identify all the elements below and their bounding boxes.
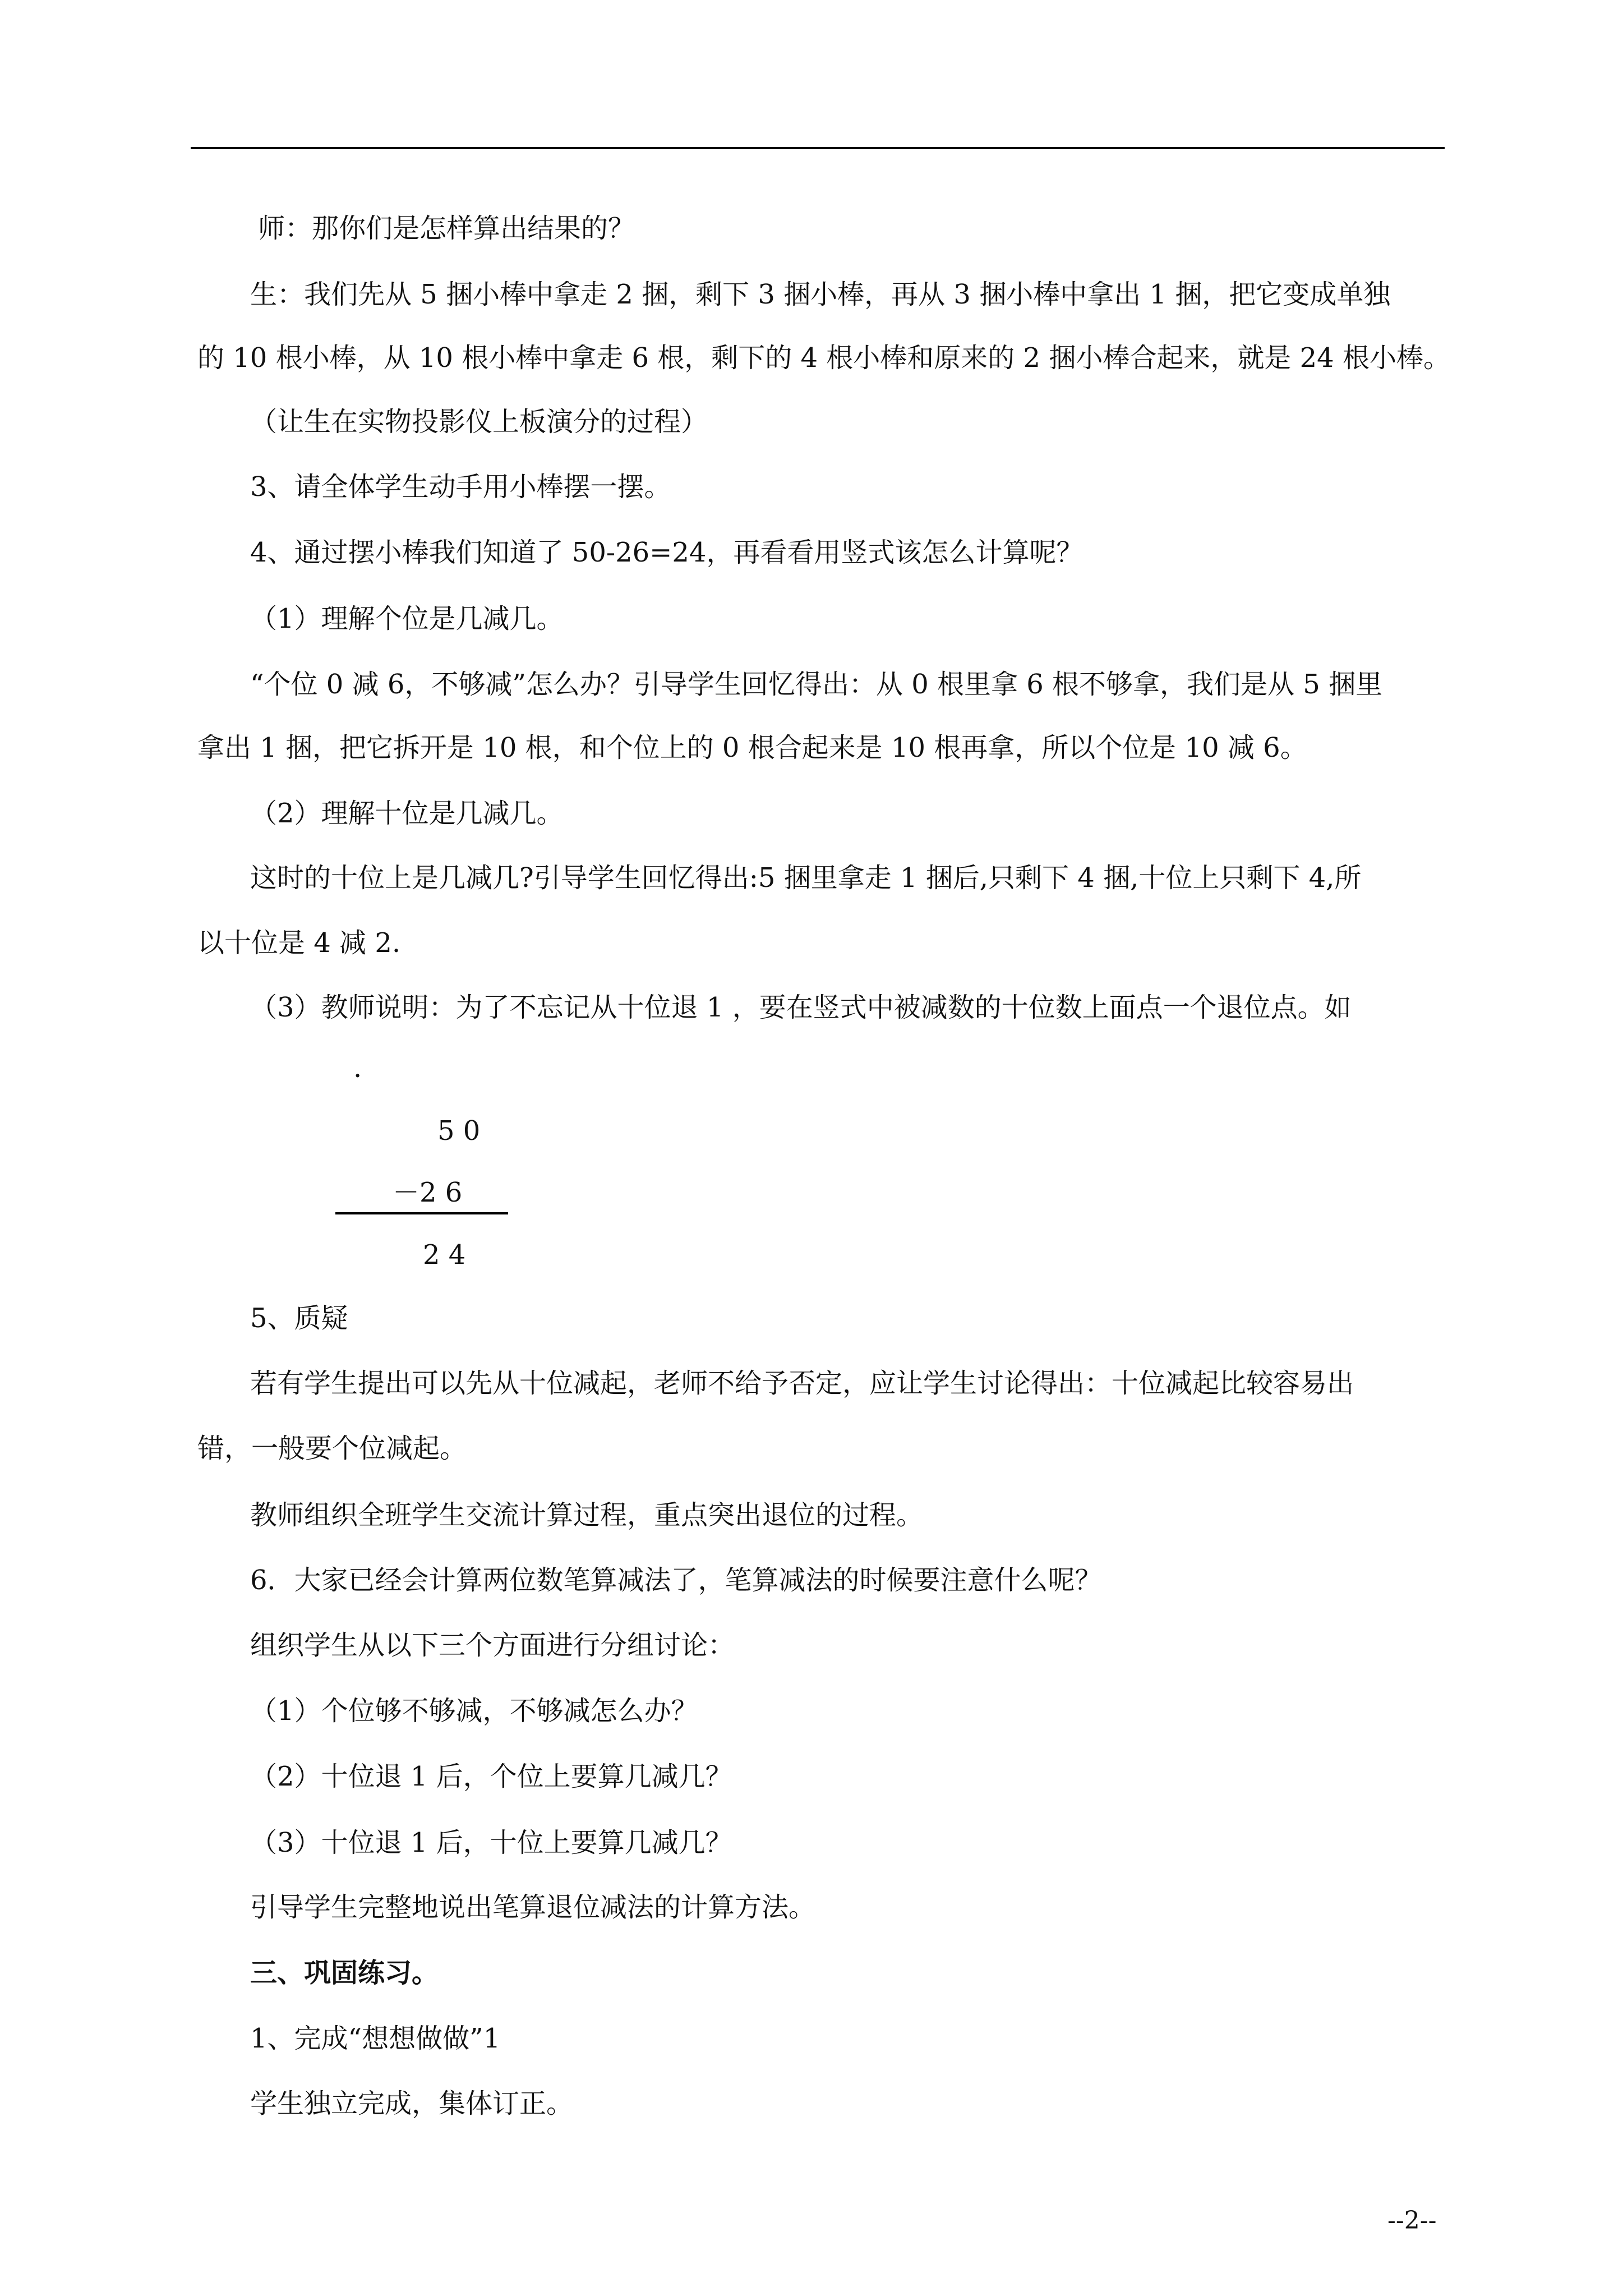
paragraph-25: 1、完成“想想做做”1	[250, 2023, 501, 2054]
header-rule	[191, 147, 1445, 149]
paragraph-4: （让生在实物投影仪上板演分的过程）	[250, 406, 708, 438]
borrow-dot: .	[353, 1052, 362, 1084]
paragraph-11: 这时的十位上是几减几?引导学生回忆得出:5 捆里拿走 1 捆后,只剩下 4 捆,十位上只剩下 4,所	[250, 862, 1362, 894]
paragraph-5: 3、请全体学生动手用小棒摆一摆。	[250, 471, 671, 503]
subtrahend: －2 6	[393, 1177, 463, 1208]
paragraph-19: 组织学生从以下三个方面进行分组讨论：	[250, 1630, 735, 1661]
paragraph-17: 教师组织全班学生交流计算过程，重点突出退位的过程。	[250, 1499, 924, 1531]
minuend: 5 0	[437, 1115, 481, 1147]
paragraph-2: 生：我们先从 5 捆小棒中拿走 2 捆，剩下 3 捆小棒，再从 3 捆小棒中拿出 1 捆，把它变成单独	[250, 279, 1391, 310]
paragraph-22: （3）十位退 1 后，十位上要算几减几？	[250, 1827, 732, 1858]
paragraph-23: 引导学生完整地说出笔算退位减法的计算方法。	[250, 1892, 816, 1923]
paragraph-8: “个位 0 减 6，不够减”怎么办？引导学生回忆得出：从 0 根里拿 6 根不够拿，我们是从 5 捆里	[250, 669, 1383, 700]
paragraph-13: （3）教师说明：为了不忘记从十位退 1 ，要在竖式中被减数的十位数上面点一个退位点。如	[250, 992, 1352, 1023]
paragraph-26: 学生独立完成，集体订正。	[250, 2088, 574, 2119]
paragraph-9: 拿出 1 捆，把它拆开是 10 根，和个位上的 0 根合起来是 10 根再拿，所以个位是 10 减 6。	[197, 732, 1307, 763]
section-heading: 三、巩固练习。	[250, 1957, 439, 1989]
result: 2 4	[423, 1239, 466, 1271]
paragraph-6: 4、通过摆小棒我们知道了 50-26=24，再看看用竖式该怎么计算呢？	[250, 537, 1083, 568]
paragraph-7: （1）理解个位是几减几。	[250, 603, 564, 634]
page-number: --2--	[1387, 2206, 1437, 2235]
paragraph-16: 错，一般要个位减起。	[197, 1433, 467, 1464]
paragraph-21: （2）十位退 1 后，个位上要算几减几？	[250, 1761, 732, 1792]
paragraph-20: （1）个位够不够减，不够减怎么办？	[250, 1695, 698, 1727]
paragraph-14: 5、质疑	[250, 1303, 348, 1334]
paragraph-12: 以十位是 4 减 2.	[197, 927, 401, 959]
calc-rule	[335, 1212, 508, 1214]
paragraph-1: 师：那你们是怎样算出结果的？	[258, 213, 635, 244]
paragraph-15: 若有学生提出可以先从十位减起，老师不给予否定，应让学生讨论得出：十位减起比较容易出	[250, 1368, 1354, 1399]
paragraph-18: 6．大家已经会计算两位数笔算减法了，笔算减法的时候要注意什么呢？	[250, 1565, 1102, 1596]
paragraph-10: （2）理解十位是几减几。	[250, 798, 564, 829]
paragraph-3: 的 10 根小棒，从 10 根小棒中拿走 6 根，剩下的 4 根小棒和原来的 2 捆小棒合起来，就是 24 根小棒。	[197, 342, 1450, 374]
